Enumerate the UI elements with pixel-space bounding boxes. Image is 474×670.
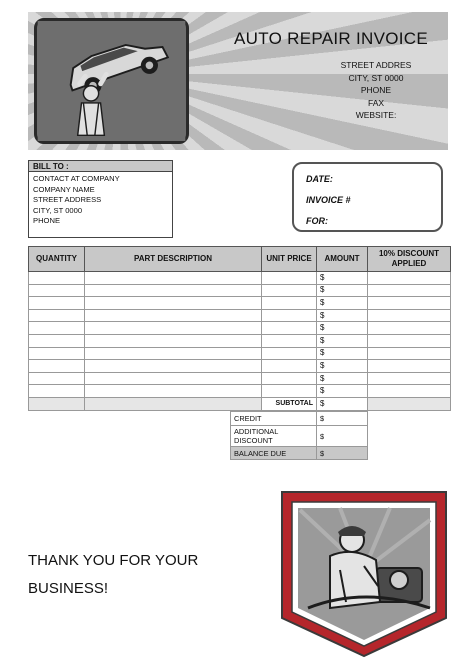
discount-cell[interactable] — [368, 284, 451, 297]
balance-due-amount-cell[interactable]: $ — [317, 447, 368, 460]
invoice-meta-box[interactable] — [292, 162, 443, 232]
part-description-cell[interactable] — [85, 347, 262, 360]
quantity-cell[interactable] — [29, 284, 85, 297]
company-website: WEBSITE: — [355, 110, 397, 121]
credit-amount-cell[interactable]: $ — [317, 412, 368, 426]
company-city: CITY, ST 0000 — [348, 72, 404, 83]
quantity-cell[interactable] — [29, 385, 85, 398]
amount-cell[interactable]: $ — [317, 360, 368, 373]
amount-cell[interactable]: $ — [317, 284, 368, 297]
company-street: STREET ADDRES — [340, 60, 412, 70]
credit-row — [231, 412, 368, 426]
company-fax: FAX — [367, 97, 385, 108]
quantity-cell[interactable] — [29, 297, 85, 310]
table-row — [29, 360, 451, 373]
part-description-cell[interactable] — [85, 334, 262, 347]
bill-to-body[interactable] — [28, 172, 173, 238]
amount-cell[interactable]: $ — [317, 322, 368, 335]
unit-price-cell[interactable] — [262, 347, 317, 360]
additional-discount-amount-cell[interactable]: $ — [317, 426, 368, 447]
bill-to-phone: PHONE — [33, 216, 61, 226]
part-description-cell[interactable] — [85, 284, 262, 297]
subtotal-blank-cell — [85, 397, 262, 410]
part-description-cell[interactable] — [85, 372, 262, 385]
amount-cell[interactable]: $ — [317, 372, 368, 385]
subtotal-amount-cell[interactable]: $ — [317, 397, 368, 410]
part-description-cell[interactable] — [85, 360, 262, 373]
col-unit-price: UNIT PRICE — [262, 247, 317, 272]
subtotal-blank-cell — [368, 397, 451, 410]
table-row — [29, 309, 451, 322]
table-row — [29, 334, 451, 347]
invoice-number-label: INVOICE # — [306, 195, 351, 205]
additional-discount-row — [231, 426, 368, 447]
mechanic-shield-emblem-icon — [280, 490, 448, 658]
amount-cell[interactable]: $ — [317, 385, 368, 398]
company-address-block — [296, 59, 448, 122]
amount-cell[interactable]: $ — [317, 272, 368, 285]
quantity-cell[interactable] — [29, 309, 85, 322]
discount-cell[interactable] — [368, 347, 451, 360]
col-part-description: PART DESCRIPTION — [85, 247, 262, 272]
amount-cell[interactable]: $ — [317, 297, 368, 310]
discount-cell[interactable] — [368, 322, 451, 335]
quantity-cell[interactable] — [29, 334, 85, 347]
col-amount: AMOUNT — [317, 247, 368, 272]
discount-cell[interactable] — [368, 385, 451, 398]
additional-discount-label: ADDITIONAL DISCOUNT — [231, 426, 317, 447]
for-label: FOR: — [306, 216, 328, 226]
thank-you-line-2: BUSINESS! — [28, 580, 109, 597]
quantity-cell[interactable] — [29, 322, 85, 335]
table-row — [29, 385, 451, 398]
thank-you-line-1: THANK YOU FOR YOUR — [28, 552, 199, 569]
unit-price-cell[interactable] — [262, 309, 317, 322]
unit-price-cell[interactable] — [262, 360, 317, 373]
items-header-row — [29, 247, 451, 272]
company-phone: PHONE — [360, 85, 392, 96]
amount-cell[interactable]: $ — [317, 309, 368, 322]
part-description-cell[interactable] — [85, 297, 262, 310]
table-row — [29, 322, 451, 335]
discount-cell[interactable] — [368, 372, 451, 385]
discount-cell[interactable] — [368, 309, 451, 322]
discount-cell[interactable] — [368, 272, 451, 285]
col-quantity: QUANTITY — [29, 247, 85, 272]
quantity-cell[interactable] — [29, 347, 85, 360]
part-description-cell[interactable] — [85, 272, 262, 285]
credit-label: CREDIT — [231, 412, 317, 426]
unit-price-cell[interactable] — [262, 322, 317, 335]
thank-you-message — [28, 547, 228, 603]
subtotal-row — [29, 397, 451, 410]
part-description-cell[interactable] — [85, 309, 262, 322]
col-discount-applied: 10% DISCOUNT APPLIED — [368, 247, 451, 272]
table-row — [29, 272, 451, 285]
unit-price-cell[interactable] — [262, 385, 317, 398]
discount-cell[interactable] — [368, 297, 451, 310]
bill-to-section — [28, 160, 173, 238]
bill-to-city: CITY, ST 0000 — [33, 205, 83, 215]
unit-price-cell[interactable] — [262, 284, 317, 297]
table-row — [29, 297, 451, 310]
items-table — [28, 246, 451, 411]
invoice-title: AUTO REPAIR INVOICE — [234, 29, 428, 48]
discount-cell[interactable] — [368, 360, 451, 373]
table-row — [29, 372, 451, 385]
quantity-cell[interactable] — [29, 272, 85, 285]
table-row — [29, 284, 451, 297]
part-description-cell[interactable] — [85, 322, 262, 335]
balance-due-label: BALANCE DUE — [231, 447, 317, 460]
quantity-cell[interactable] — [29, 360, 85, 373]
unit-price-cell[interactable] — [262, 372, 317, 385]
bill-to-heading: BILL TO : — [28, 160, 173, 172]
subtotal-blank-cell — [29, 397, 85, 410]
bill-to-company: COMPANY NAME — [33, 184, 95, 194]
car-lift-logo-icon — [34, 18, 189, 144]
date-label: DATE: — [306, 174, 333, 184]
subtotal-label: SUBTOTAL — [262, 397, 317, 410]
discount-cell[interactable] — [368, 334, 451, 347]
unit-price-cell[interactable] — [262, 297, 317, 310]
unit-price-cell[interactable] — [262, 334, 317, 347]
totals-table — [230, 411, 368, 460]
part-description-cell[interactable] — [85, 385, 262, 398]
bill-to-contact: CONTACT AT COMPANY — [33, 174, 120, 183]
header-banner — [28, 12, 448, 150]
table-row — [29, 347, 451, 360]
amount-cell[interactable]: $ — [317, 334, 368, 347]
unit-price-cell[interactable] — [262, 272, 317, 285]
balance-due-row — [231, 447, 368, 460]
quantity-cell[interactable] — [29, 372, 85, 385]
amount-cell[interactable]: $ — [317, 347, 368, 360]
bill-to-street: STREET ADDRESS — [33, 195, 102, 205]
